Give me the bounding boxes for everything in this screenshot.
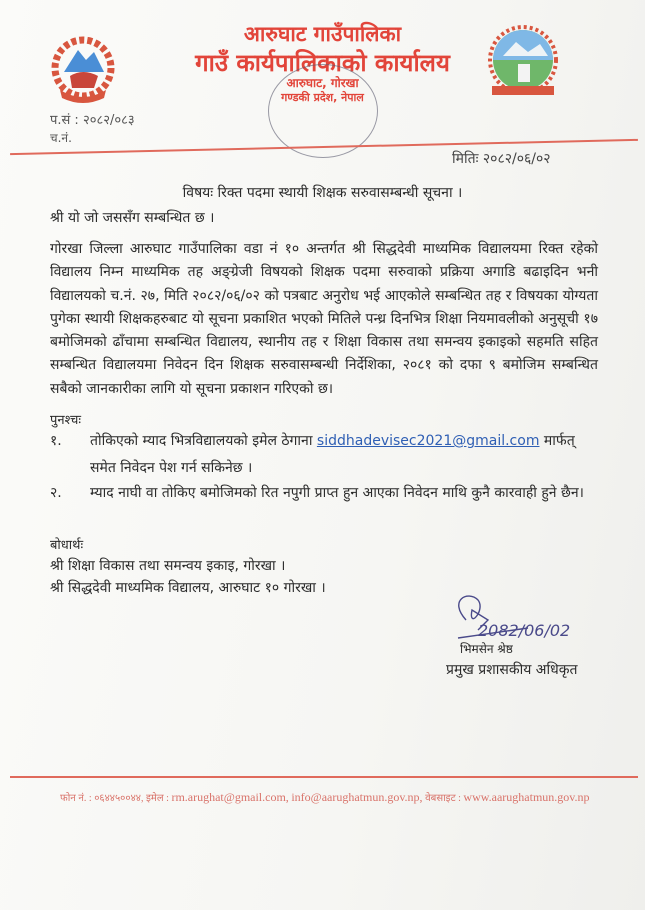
phone-label: फोन नं. :	[60, 793, 92, 804]
office-name: गाउँ कार्यपालिकाको कार्यालय	[195, 49, 450, 77]
footer-divider	[10, 776, 638, 778]
office-stamp	[268, 64, 378, 158]
dispatch-number: च.नं.	[50, 131, 72, 145]
letter-date: मितिः २०८२/०६/०२	[452, 151, 551, 167]
item-text: मार्फत् समेत निवेदन पेश गर्न सकिनेछ ।	[90, 433, 575, 476]
list-item: म्याद नाघी वा तोकिए बमोजिमको रित नपुगी प्राप्त हुन आएका निवेदन माथि कुनै कारवाही हुने छैन।	[90, 485, 584, 501]
website[interactable]: www.aarughatmun.gov.np	[463, 790, 590, 804]
website-label: वेबसाइट :	[425, 793, 461, 804]
postscript-label: पुनश्चः	[50, 413, 82, 428]
address-line-2: गण्डकी प्रदेश, नेपाल	[281, 91, 364, 104]
signatory-title: प्रमुख प्रशासकीय अधिकृत	[446, 662, 578, 678]
phone-number: ०६४४५००४४	[94, 793, 141, 804]
reference-number: प.सं : २०८२/०८३	[50, 113, 135, 128]
signatory-name: भिमसेन श्रेष्ठ	[460, 642, 513, 656]
list-item-number: १.	[50, 433, 62, 449]
cc-item: श्री सिद्धदेवी माध्यमिक विद्यालय, आरुघाट १० गोरखा ।	[50, 580, 326, 596]
list-item	[90, 428, 598, 482]
email-label: इमेल :	[146, 793, 169, 804]
svg-text:2082/06/02: 2082/06/02	[478, 621, 571, 640]
school-email-link[interactable]: siddhadevisec2021@gmail.com	[316, 433, 540, 449]
signature	[438, 590, 588, 645]
email-link-1[interactable]: rm.arughat@gmail.com,	[171, 790, 289, 804]
body-paragraph: गोरखा जिल्ला आरुघाट गाउँपालिका वडा नं १० अन्तर्गत श्री सिद्धदेवी माध्यमिक विद्यालयमा रिक्त रहेको विद्यालय निम्न माध्यमिक तह अङ्ग्रेजी विषयको शिक्षक पदमा सरुवाको प्रक्रिया अगाडि बढाइदिन भनी विद्यालयको च.नं. २७, मिति २०८२/०६/०२ को पत्रबाट अनुरोध भई आएकोले सम्बन्धित तह र विषयका योग्यता पुगेका स्थायी शिक्षकहरुबाट यो सूचना प्रकाशित भएको मितिले पन्ध्र दिनभित्र शिक्षा नियमावलीको अनुसूची १७ बमोजिमको ढाँचामा सम्बन्धित विद्यालय, स्थानीय तह र शिक्षा विकास तथा समन्वय इकाइको सहमति सहित सम्बन्धित विद्यालयमा निवेदन दिन शिक्षक सरुवासम्बन्धी निर्देशिका, २०८१ को दफा ९ बमोजिम सम्बन्धित सबैको जानकारीका लागि यो सूचना प्रकाशन गरिएको छ।	[50, 241, 598, 397]
item-text: तोकिएको म्याद भित्रविद्यालयको इमेल ठेगाना	[90, 433, 313, 449]
address-line-1: आरुघाट, गोरखा	[286, 76, 359, 90]
municipality-name: आरुघाट गाउँपालिका	[243, 22, 402, 46]
email-link-2[interactable]: info@aarughatmun.gov.np,	[291, 790, 423, 804]
list-item-number: २.	[50, 485, 62, 501]
cc-label: बोधार्थः	[50, 538, 84, 553]
footer-contact: फोन नं. : ०६४४५००४४, इमेल : rm.arughat@gmail.com, info@aarughatmun.gov.np, वेबसाइट : www.aarughatmun.gov.np	[60, 790, 590, 804]
salutation: श्री यो जो जससँग सम्बन्धित छ ।	[50, 210, 215, 226]
subject: विषयः रिक्त पदमा स्थायी शिक्षक सरुवासम्बन्धी सूचना ।	[182, 185, 463, 201]
cc-item: श्री शिक्षा विकास तथा समन्वय इकाइ, गोरखा ।	[50, 558, 286, 574]
